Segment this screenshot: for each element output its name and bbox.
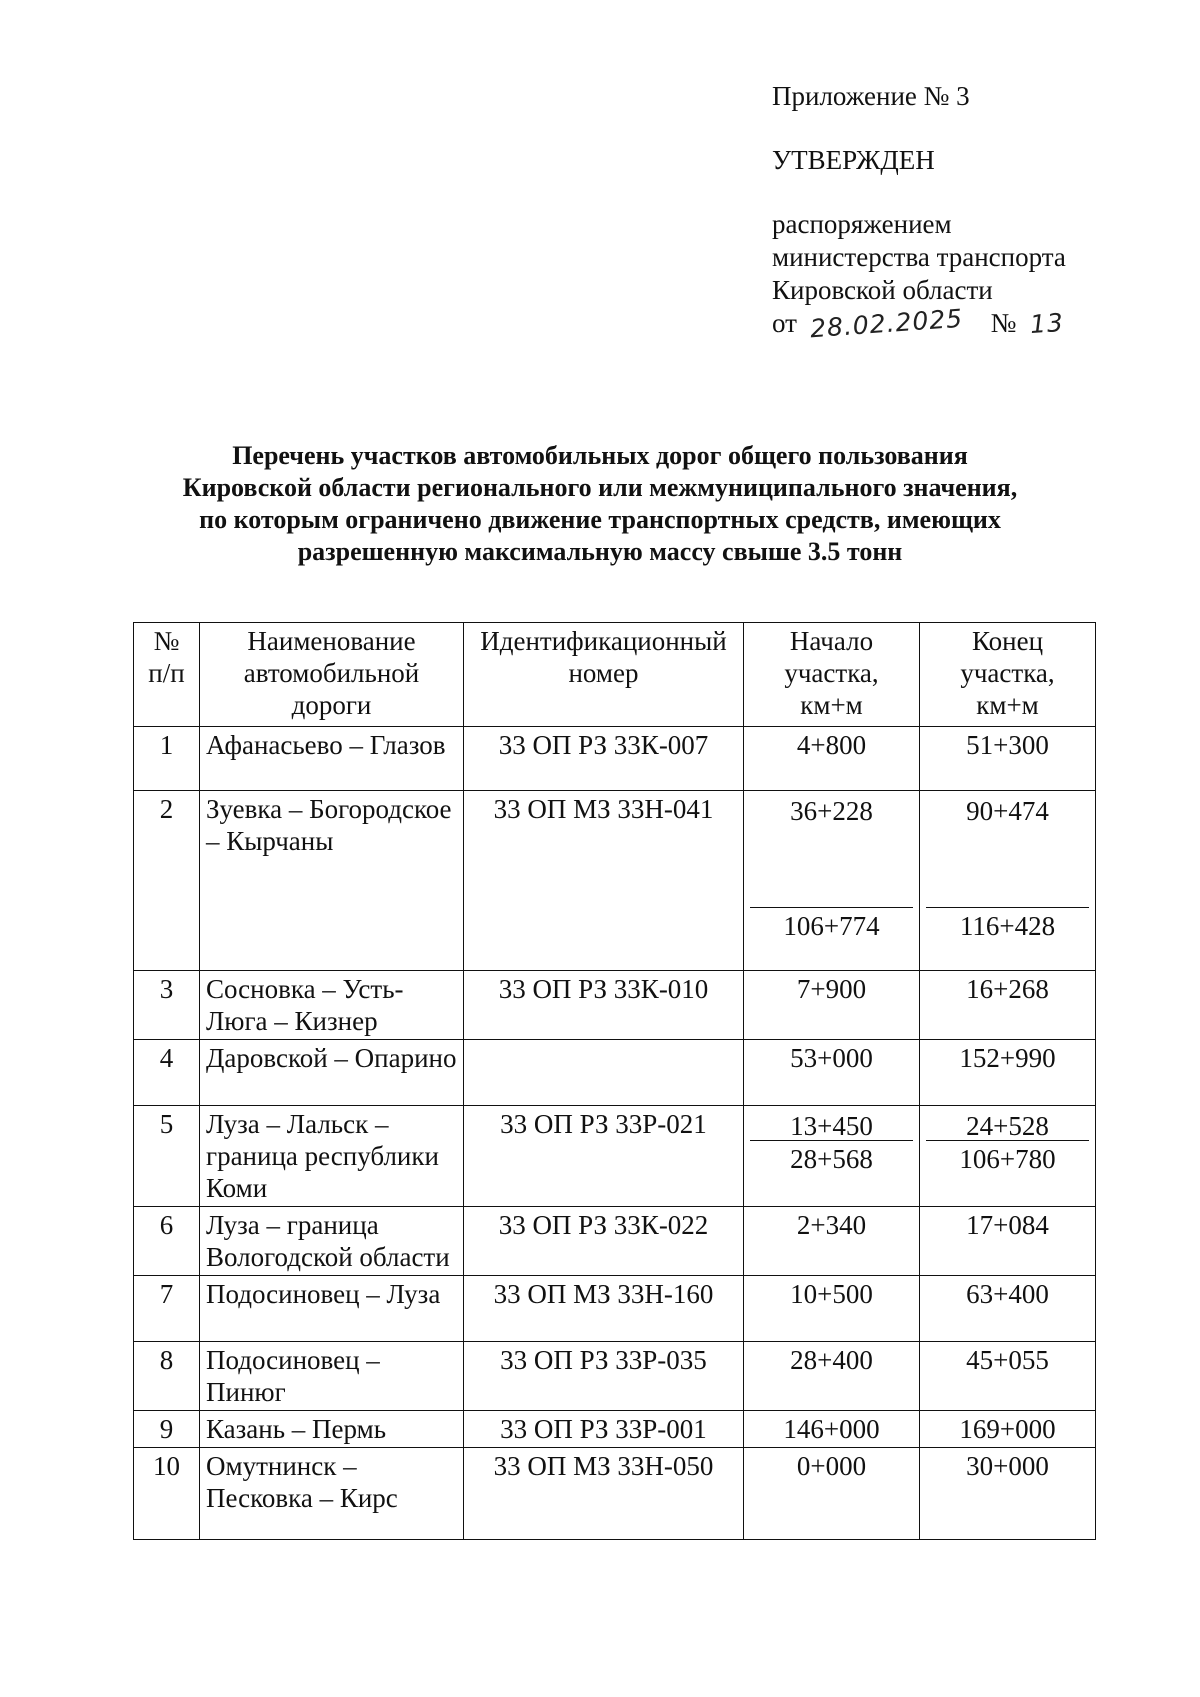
header-name: Наименование автомобильной дороги (200, 623, 464, 727)
number-prefix: № (990, 308, 1017, 338)
table-row (134, 1106, 1096, 1207)
section-start: 7+900 (744, 971, 920, 1040)
row-num: 9 (134, 1411, 200, 1448)
road-id: 33 ОП МЗ 33Н-050 (464, 1448, 744, 1540)
section-start-2: 28+568 (750, 1140, 913, 1201)
section-end: 16+268 (920, 971, 1096, 1040)
section-start: 13+450 (790, 1111, 873, 1141)
section-end: 152+990 (920, 1040, 1096, 1106)
title-line-3: по которым ограничено движение транспортных средств, имеющих (199, 505, 1001, 534)
appendix-label: Приложение № 3 (772, 81, 970, 111)
date-prefix: от (772, 308, 797, 338)
road-id: 33 ОП РЗ 33К-010 (464, 971, 744, 1040)
road-name: Луза – граница Вологодской области (200, 1207, 464, 1276)
header-start: Начало участка, км+м (744, 623, 920, 727)
section-end: 30+000 (920, 1448, 1096, 1540)
section-end-2: 116+428 (926, 907, 1089, 968)
table-row (134, 1207, 1096, 1276)
header-num: № п/п (134, 623, 200, 727)
document-title (110, 440, 1090, 568)
approved-by-line3: Кировской области (772, 275, 993, 305)
row-num: 2 (134, 791, 200, 971)
road-id: 33 ОП РЗ 33Р-035 (464, 1342, 744, 1411)
section-end: 24+528 (966, 1111, 1049, 1141)
row-num: 3 (134, 971, 200, 1040)
road-id: 33 ОП РЗ 33Р-021 (464, 1106, 744, 1207)
section-start: 10+500 (744, 1276, 920, 1342)
section-start: 2+340 (744, 1207, 920, 1276)
approved-label: УТВЕРЖДЕН (772, 145, 935, 175)
section-end: 169+000 (920, 1411, 1096, 1448)
approval-date-line (772, 303, 1066, 344)
header-end: Конец участка, км+м (920, 623, 1096, 727)
section-start: 36+228 (790, 796, 873, 826)
road-name: Подосиновец – Пинюг (200, 1342, 464, 1411)
section-start: 4+800 (744, 727, 920, 791)
row-num: 10 (134, 1448, 200, 1540)
road-name: Подосиновец – Луза (200, 1276, 464, 1342)
table-row (134, 1411, 1096, 1448)
row-num: 4 (134, 1040, 200, 1106)
road-name: Сосновка – Усть-Люга – Кизнер (200, 971, 464, 1040)
section-end-cell (920, 1106, 1096, 1207)
section-end: 51+300 (920, 727, 1096, 791)
title-line-2: Кировской области регионального или межмуниципального значения, (182, 473, 1018, 502)
table-row (134, 1276, 1096, 1342)
approval-block (772, 80, 1066, 344)
table-row (134, 1040, 1096, 1106)
section-end-2: 106+780 (926, 1140, 1089, 1201)
row-num: 5 (134, 1106, 200, 1207)
table-row (134, 971, 1096, 1040)
road-name: Афанасьево – Глазов (200, 727, 464, 791)
road-id: 33 ОП МЗ 33Н-160 (464, 1276, 744, 1342)
section-start: 0+000 (744, 1448, 920, 1540)
section-start-cell (744, 1106, 920, 1207)
row-num: 6 (134, 1207, 200, 1276)
table-row (134, 1448, 1096, 1540)
road-name: Зуевка – Богородское – Кырчаны (200, 791, 464, 971)
table-row (134, 791, 1096, 971)
row-num: 1 (134, 727, 200, 791)
section-end-cell (920, 791, 1096, 971)
road-id: 33 ОП РЗ 33Р-001 (464, 1411, 744, 1448)
road-name: Омутнинск – Песковка – Кирс (200, 1448, 464, 1540)
section-end: 90+474 (966, 796, 1049, 826)
road-id (464, 1040, 744, 1106)
road-name: Казань – Пермь (200, 1411, 464, 1448)
table-header-row (134, 623, 1096, 727)
road-name: Даровской – Опарино (200, 1040, 464, 1106)
road-id: 33 ОП РЗ 33К-022 (464, 1207, 744, 1276)
approved-by-line1: распоряжением (772, 209, 952, 239)
approved-by-line2: министерства транспорта (772, 242, 1066, 272)
row-num: 7 (134, 1276, 200, 1342)
section-end: 45+055 (920, 1342, 1096, 1411)
table-row (134, 727, 1096, 791)
table-row (134, 1342, 1096, 1411)
road-id: 33 ОП МЗ 33Н-041 (464, 791, 744, 971)
section-start: 53+000 (744, 1040, 920, 1106)
section-start-cell (744, 791, 920, 971)
section-start: 146+000 (744, 1411, 920, 1448)
handwritten-number: 13 (1028, 307, 1065, 340)
road-id: 33 ОП РЗ 33К-007 (464, 727, 744, 791)
section-end: 63+400 (920, 1276, 1096, 1342)
header-code: Идентификационный номер (464, 623, 744, 727)
section-start-2: 106+774 (750, 907, 913, 968)
row-num: 8 (134, 1342, 200, 1411)
road-name: Луза – Лальск – граница республики Коми (200, 1106, 464, 1207)
section-start: 28+400 (744, 1342, 920, 1411)
roads-table (133, 622, 1096, 1540)
title-line-4: разрешенную максимальную массу свыше 3.5 тонн (297, 537, 903, 566)
handwritten-date: 28.02.2025 (809, 303, 965, 344)
title-line-1: Перечень участков автомобильных дорог общего пользования (232, 441, 968, 470)
section-end: 17+084 (920, 1207, 1096, 1276)
